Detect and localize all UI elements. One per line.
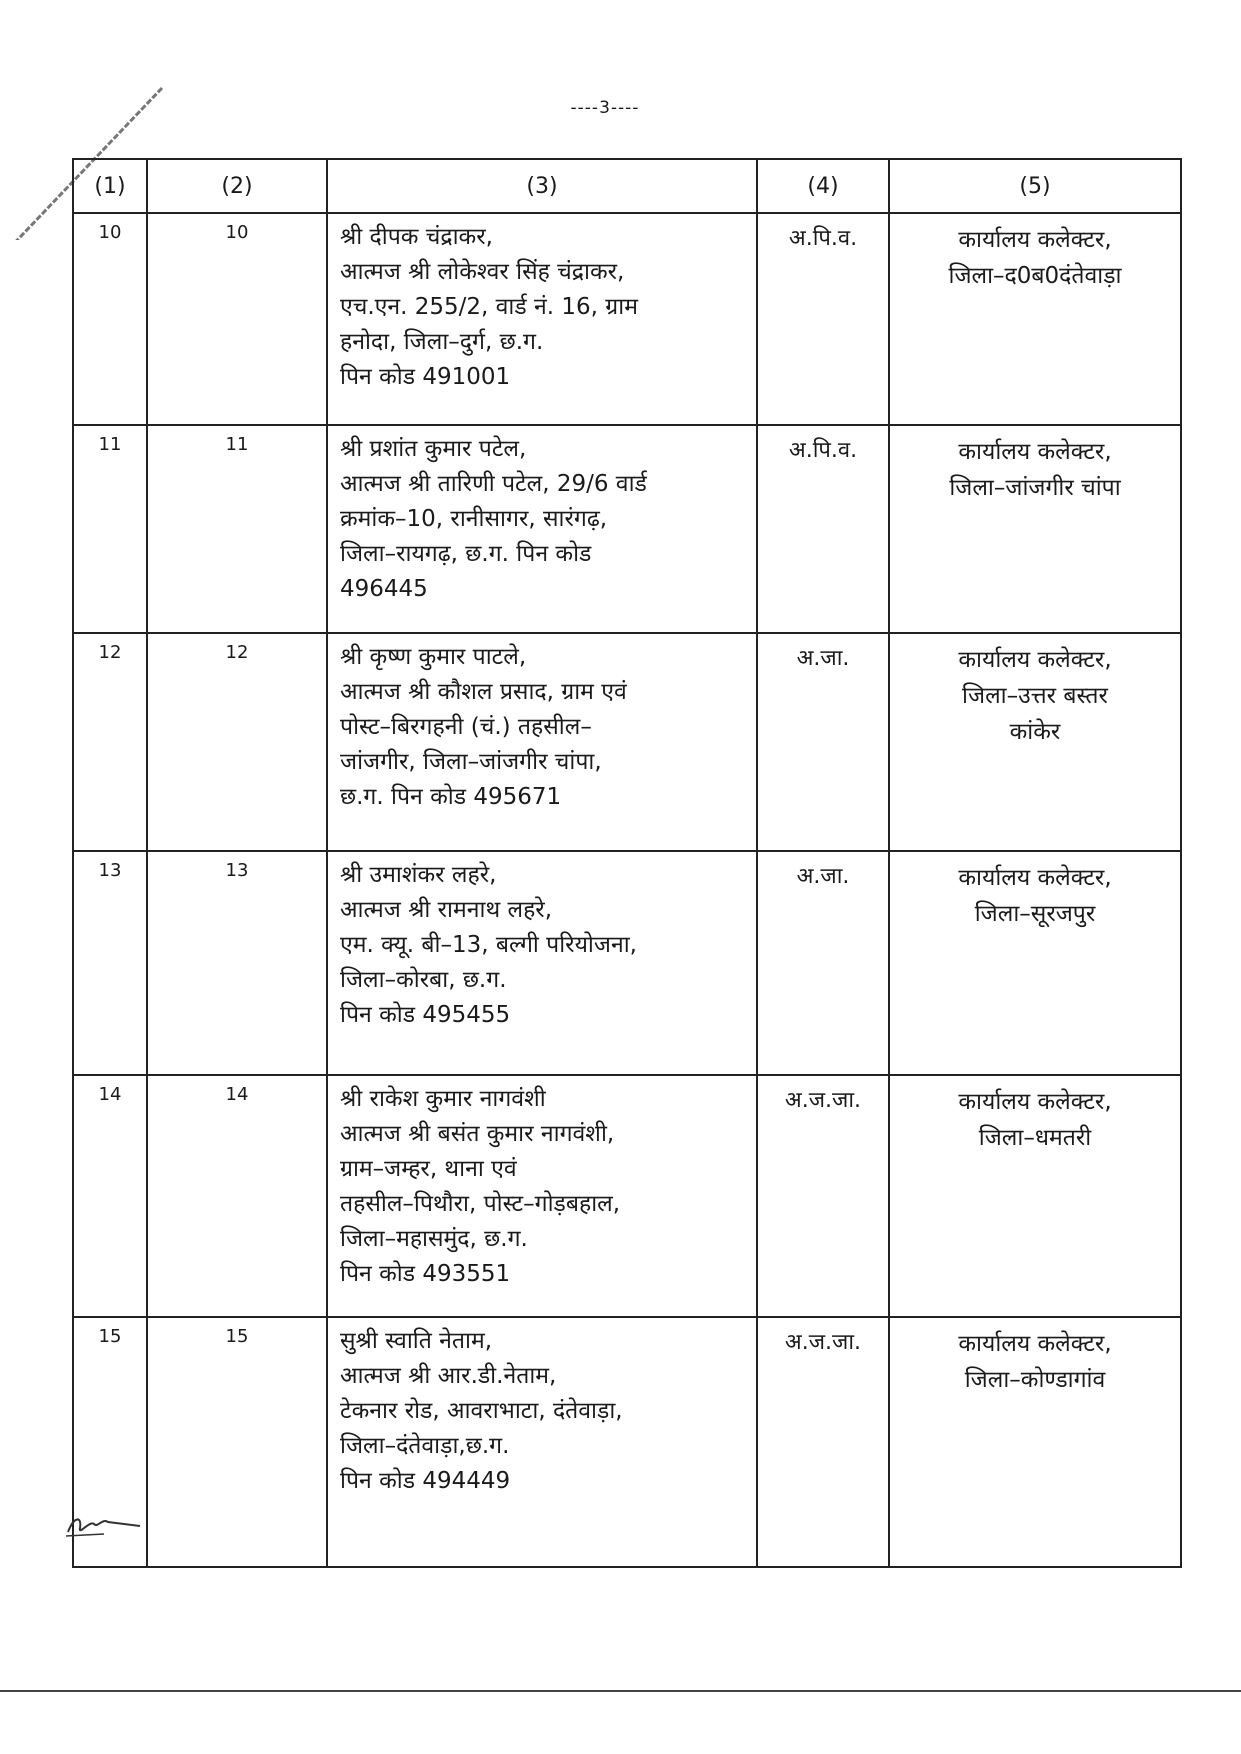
- cell-serial: 14: [147, 1075, 327, 1317]
- address-line: सुश्री स्वाति नेताम,: [340, 1328, 493, 1354]
- cell-address: [327, 213, 757, 425]
- cell-category: अ.जा.: [757, 633, 889, 851]
- address-line: श्री कृष्ण कुमार पाटले,: [340, 644, 527, 670]
- address-line: पिन कोड 494449: [340, 1468, 511, 1494]
- address-line: हनोदा, जिला–दुर्ग, छ.ग.: [340, 329, 544, 355]
- cell-sno: 10: [73, 213, 147, 425]
- address-line: श्री प्रशांत कुमार पटेल,: [340, 436, 527, 462]
- cell-office: [889, 851, 1181, 1075]
- address-line: छ.ग. पिन कोड 495671: [340, 784, 562, 810]
- cell-category: अ.पि.व.: [757, 213, 889, 425]
- cell-serial: 15: [147, 1317, 327, 1567]
- signature-mark: [64, 1510, 144, 1540]
- cell-serial: 13: [147, 851, 327, 1075]
- cell-category: अ.जा.: [757, 851, 889, 1075]
- office-line: जिला–उत्तर बस्तर: [962, 683, 1108, 709]
- cell-address: [327, 1317, 757, 1567]
- cell-sno: 15: [73, 1317, 147, 1567]
- address-line: आत्मज श्री बसंत कुमार नागवंशी,: [340, 1121, 615, 1147]
- footer-rule: [0, 1690, 1241, 1692]
- cell-address: [327, 851, 757, 1075]
- cell-category: अ.ज.जा.: [757, 1317, 889, 1567]
- office-line: जिला–सूरजपुर: [974, 901, 1096, 927]
- cell-office: [889, 1317, 1181, 1567]
- table-row: [73, 425, 1181, 633]
- address-line: श्री राकेश कुमार नागवंशी: [340, 1086, 546, 1112]
- address-line: तहसील–पिथौरा, पोस्ट–गोड़बहाल,: [340, 1191, 621, 1217]
- allocation-table: [72, 158, 1182, 1568]
- cell-serial: 12: [147, 633, 327, 851]
- table-row: [73, 213, 1181, 425]
- cell-serial: 10: [147, 213, 327, 425]
- cell-sno: 13: [73, 851, 147, 1075]
- table-header-row: [73, 159, 1181, 213]
- table-body: [73, 213, 1181, 1567]
- cell-office: [889, 213, 1181, 425]
- cell-address: [327, 633, 757, 851]
- address-line: पिन कोड 491001: [340, 364, 511, 390]
- address-line: जिला–महासमुंद, छ.ग.: [340, 1226, 528, 1252]
- address-line: ग्राम–जम्हर, थाना एवं: [340, 1156, 517, 1182]
- cell-address: [327, 1075, 757, 1317]
- address-line: आत्मज श्री कौशल प्रसाद, ग्राम एवं: [340, 679, 627, 705]
- cell-sno: 14: [73, 1075, 147, 1317]
- address-line: एम. क्यू. बी–13, बल्गी परियोजना,: [340, 932, 637, 958]
- cell-category: अ.ज.जा.: [757, 1075, 889, 1317]
- header-col-1: (1): [73, 159, 147, 213]
- office-line: कार्यालय कलेक्टर,: [958, 227, 1112, 253]
- cell-sno: 12: [73, 633, 147, 851]
- address-line: जिला–दंतेवाड़ा,छ.ग.: [340, 1433, 510, 1459]
- office-line: जिला–जांजगीर चांपा: [949, 475, 1121, 501]
- address-line: पोस्ट–बिरगहनी (चं.) तहसील–: [340, 714, 592, 740]
- cell-serial: 11: [147, 425, 327, 633]
- address-line: आत्मज श्री रामनाथ लहरे,: [340, 897, 553, 923]
- address-line: आत्मज श्री आर.डी.नेताम,: [340, 1363, 557, 1389]
- address-line: आत्मज श्री लोकेश्वर सिंह चंद्राकर,: [340, 259, 625, 285]
- office-line: कार्यालय कलेक्टर,: [958, 1089, 1112, 1115]
- address-line: एच.एन. 255/2, वार्ड नं. 16, ग्राम: [340, 294, 638, 320]
- address-line: जिला–रायगढ़, छ.ग. पिन कोड: [340, 541, 592, 567]
- office-line: कार्यालय कलेक्टर,: [958, 1331, 1112, 1357]
- cell-sno: 11: [73, 425, 147, 633]
- address-line: आत्मज श्री तारिणी पटेल, 29/6 वार्ड: [340, 471, 647, 497]
- office-line: कार्यालय कलेक्टर,: [958, 439, 1112, 465]
- address-line: 496445: [340, 576, 428, 602]
- header-col-4: (4): [757, 159, 889, 213]
- cell-office: [889, 425, 1181, 633]
- address-line: पिन कोड 493551: [340, 1261, 511, 1287]
- table-row: [73, 1317, 1181, 1567]
- page-number: ----3----: [570, 98, 640, 118]
- office-line: जिला–द0ब0दंतेवाड़ा: [948, 263, 1122, 289]
- address-line: पिन कोड 495455: [340, 1002, 511, 1028]
- address-line: जिला–कोरबा, छ.ग.: [340, 967, 507, 993]
- office-line: कार्यालय कलेक्टर,: [958, 647, 1112, 673]
- header-col-3: (3): [327, 159, 757, 213]
- header-col-5: (5): [889, 159, 1181, 213]
- cell-office: [889, 1075, 1181, 1317]
- office-line: जिला–कोण्डागांव: [964, 1367, 1106, 1393]
- address-line: टेकनार रोड, आवराभाटा, दंतेवाड़ा,: [340, 1398, 623, 1424]
- table-row: [73, 633, 1181, 851]
- office-line: कार्यालय कलेक्टर,: [958, 865, 1112, 891]
- office-line: कांकेर: [1009, 719, 1061, 745]
- office-line: जिला–धमतरी: [978, 1125, 1092, 1151]
- address-line: श्री दीपक चंद्राकर,: [340, 224, 493, 250]
- table-row: [73, 851, 1181, 1075]
- table-row: [73, 1075, 1181, 1317]
- address-line: श्री उमाशंकर लहरे,: [340, 862, 497, 888]
- address-line: क्रमांक–10, रानीसागर, सारंगढ़,: [340, 506, 608, 532]
- address-line: जांजगीर, जिला–जांजगीर चांपा,: [340, 749, 602, 775]
- cell-category: अ.पि.व.: [757, 425, 889, 633]
- header-col-2: (2): [147, 159, 327, 213]
- cell-address: [327, 425, 757, 633]
- cell-office: [889, 633, 1181, 851]
- page-number-value: 3: [599, 98, 611, 118]
